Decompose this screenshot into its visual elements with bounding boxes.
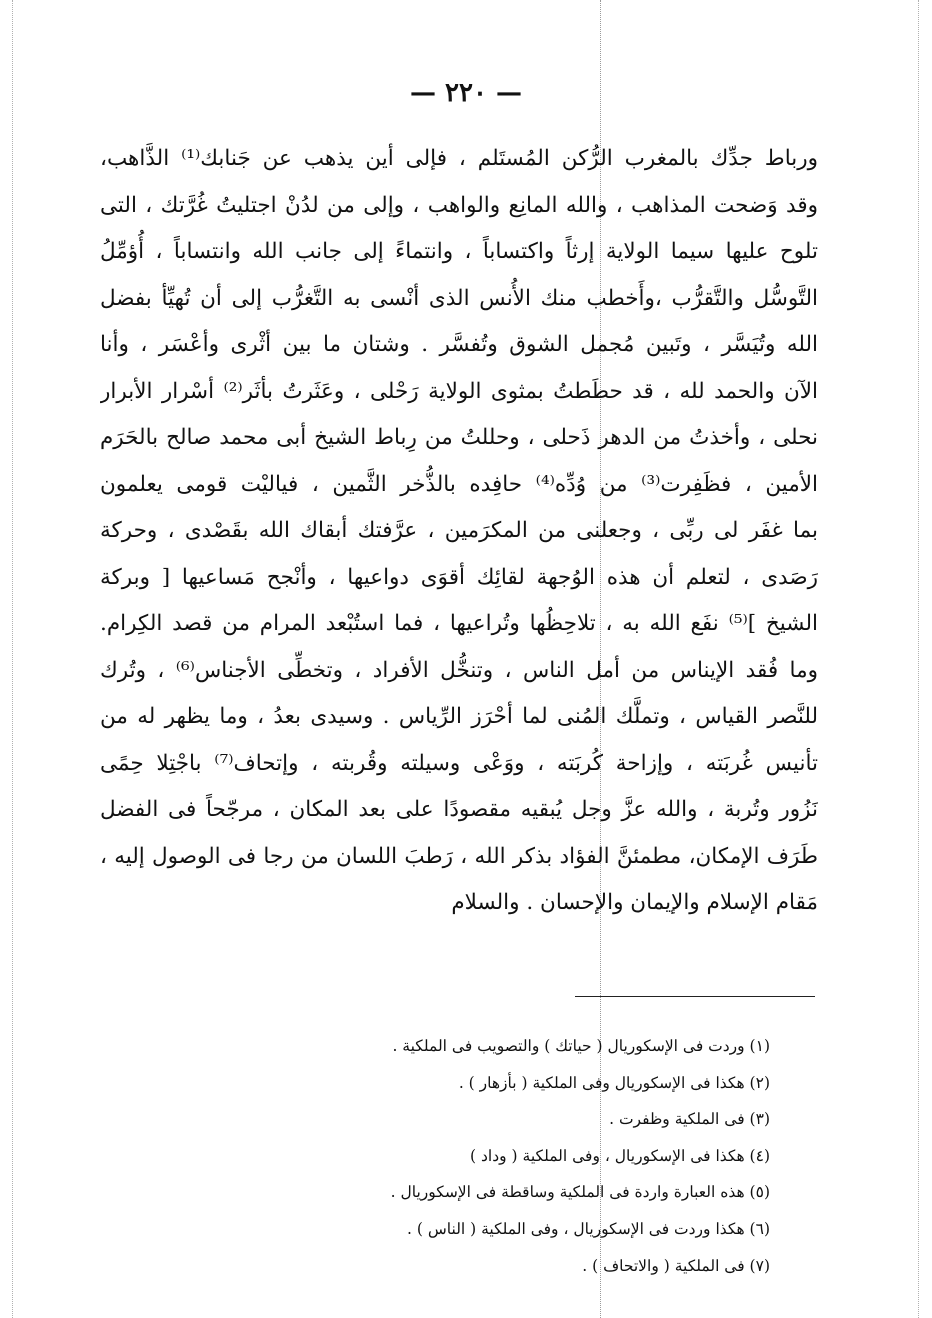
footnote: (٥) هذه العبارة واردة فى الملكية وساقطة فى الإسكوريال . [390,1183,770,1202]
footnote: (٢) هكذا فى الإسكوريال وفى الملكية ( بأزهار ) . [458,1073,770,1092]
footnote: (١) وردت فى الإسكوريال ( حياتك ) والتصويب فى الملكية . [392,1037,770,1055]
page-number: — ٢٢٠ — [409,78,523,108]
footnote: (٦) هكذا وردت فى الإسكوريال ، وفى الملكية ( الناس ) . [407,1219,770,1238]
text-line: الآن والحمد لله ، قد حطَطتُ بمثوى الولاية رَحْلى ، وعَثَرتُ بأثَر⁽²⁾ أسْرار الأبرار [100,378,818,404]
footnote: (٧) فى الملكية ( والاتحاف ) . [582,1256,770,1275]
text-line: الشيخ ]⁽⁵⁾ نفَع الله به ، تلاحِظُها وتُراعيها ، فما استُبْعد المرام من قصد الكِرام. [100,611,818,636]
text-line: تلوح عليها سيما الولاية إرثاً واكتساباً ، وانتماءً إلى جانب الله وانتساباً ، أُؤمِّلُ [100,239,818,264]
text-line: وما فُقد الإيناس من أمل الناس ، وتنخُّل الأفراد ، وتخطِّى الأجناس⁽⁶⁾ ، وتُرك [100,657,818,683]
text-line: الله وتُيَسَّر ، وتَبين مُجمل الشوق وتُفسَّر . وشتان ما بين أثْرى وأعْسَر ، وأنا [100,332,818,357]
scan-edge-right [918,0,919,1318]
text-line: نحلى ، وأخذتُ من الدهر ذَحلى ، وحللتُ من رِباط الشيخ أبى محمد صالح بالحَرَم [100,425,818,450]
text-line: الأمين ، فظَفِرت⁽³⁾ من وُدِّه⁽⁴⁾ حافِده بالذُّخر الثَّمين ، فياليْت قومى يعلمون [100,471,818,497]
text-line: نَزُور وتُربة ، والله عزَّ وجل يُبقيه مقصودًا على بعد المكان ، مرجّحاً فى الفضل [100,797,818,822]
text-line: للنَّصر القياس ، وتملَّك المُنى لما أحْرَز الرِّياس . وسيدى بعدُ ، وما يظهر له من [100,704,818,729]
footnote-separator [575,996,815,997]
scan-edge-left [12,0,13,1318]
text-line: بما غفَر لى ربِّى ، وجعلنى من المكرَمين ، عرَّفتك أبقاك الله بقَصْدى ، وحركة [100,518,818,543]
footnote: (٣) فى الملكية وظفرت . [609,1110,770,1129]
footnote: (٤) هكذا فى الإسكوريال ، وفى الملكية ( وداد ) [470,1146,770,1165]
text-line: التَّوسُّل والتَّقرُّب ،وأَخطب منك الأُنس الذى أنْسى به التَّغرُّب إلى أن تُهيِّأ بفضل [100,285,818,311]
footnotes [300,1028,770,1284]
text-line: تأنيس غُربَته ، وإزاحة كُربَته ، ووَعْى وسيلته وقُربته ، وإتحاف⁽⁷⁾ باجْتِلا حِمًى [100,750,818,776]
text-line: طَرَف الإمكان، مطمئنَّ الفؤاد بذكر الله ، رَطبَ اللسان من رجا فى الوصول إليه ، [100,843,818,869]
text-line: رَصَدى ، لتعلم أن هذه الوُجهة لقائِك أقوَى دواعيها ، وأنْجح مَساعيها [ وبركة [100,564,818,590]
text-line: مَقام الإسلام والإيمان والإحسان . والسلام [451,890,818,915]
text-line: ورباط جدِّك بالمغرب الرُّكن المُستَلم ، فإلى أين يذهب عن جَنابك⁽¹⁾ الذَّاهب، [100,146,818,171]
main-text [100,136,818,927]
text-line: وقد وَضحت المذاهب ، والله المانِع والواهب ، وإلى من لدُنْ اجتليتُ غُرَّتك ، التى [100,192,818,218]
